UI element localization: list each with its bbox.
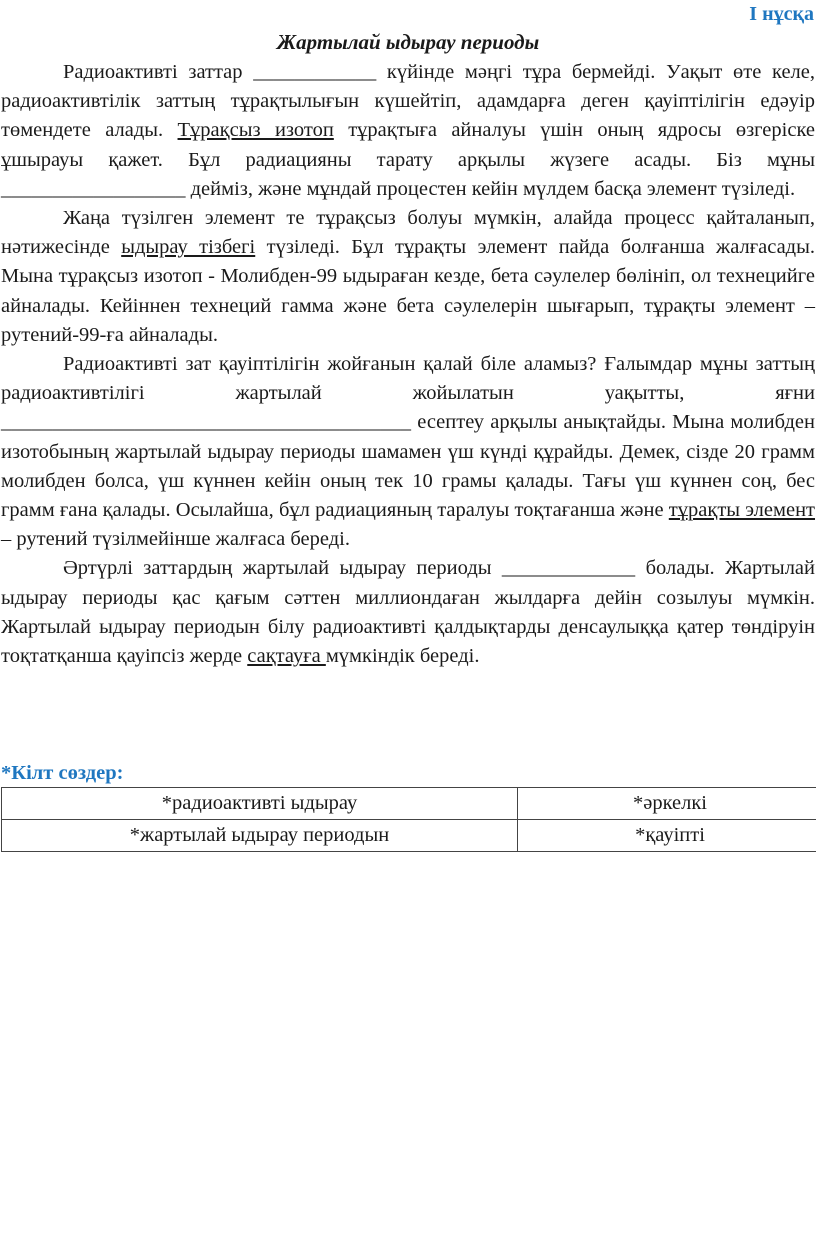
text-run: есептеу арқылы анықтайды. Мына молибден изотобының жартылай ыдырау периоды шамамен үш күнді құрайды. Демек, сізде 20 грамм молибден болса, үш күннен кейін оның тек 10 грамы қалады. Тағы үш күннен соң, бес грамм ғана қалады. Осылайша, бұл радиацияның таралуы тоқтағанша және (1, 411, 815, 522)
underlined-term: тұрақты элемент (668, 499, 816, 522)
text-run: Әртүрлі заттардың жартылай ыдырау периоды (63, 557, 502, 580)
paragraph-3 (1, 350, 815, 554)
underlined-term: Тұрақсыз изотоп (177, 119, 334, 142)
table-cell: *радиоактивті ыдырау (2, 788, 518, 820)
table-row (2, 820, 816, 852)
text-run: – рутений түзілмейінше жалғаса береді. (1, 528, 350, 551)
text-run: Жаңа түзілген элемент те тұрақсыз болуы мүмкін, алайда процесс қайталанып, нәтижесінде (1, 207, 815, 259)
text-run: дейміз, және мұндай процестен кейін мүлдем басқа элемент түзіледі. (185, 177, 796, 200)
table-cell: *қауіпті (518, 820, 816, 852)
table-cell: *жартылай ыдырау периодын (2, 820, 518, 852)
text-run: Радиоактивті заттар (63, 61, 254, 83)
fill-in-blank[interactable]: __________________ (1, 177, 186, 200)
keywords-heading: *Кілт сөздер: (1, 762, 124, 784)
text-run: мүмкіндік береді. (325, 645, 480, 668)
body-text (1, 58, 815, 671)
text-run: түзіледі. Бұл тұрақты элемент пайда болғанша жалғасады. Мына тұрақсыз изотоп - Молибден-99 ыдыраған кезде, бета сәулелер бөлініп, ол технецийге айналады. Кейіннен технеций гамма және бета сәулелерін шығарып, тұрақты элемент – рутений-99-ға айналады. (1, 236, 816, 346)
fill-in-blank[interactable]: ____________ (253, 61, 377, 83)
keywords-table (1, 787, 816, 852)
underlined-term: ыдырау тізбегі (121, 236, 256, 259)
table-cell: *әркелкі (518, 788, 816, 820)
text-run: Радиоактивті зат қауіптілігін жойғанын қалай біле аламыз? Ғалымдар мұны заттың радиоактивтілігі жартылай жойылатын уақытты, яғни (1, 353, 815, 405)
text-run: тұрақтыға айналуы үшін оның ядросы өзгеріске ұшырауы қажет. Бұл радиацияны тарату арқылы жүзеге асады. Біз мұны (1, 119, 815, 171)
paragraph-4 (1, 554, 815, 671)
underlined-term: сақтауға (247, 645, 326, 668)
fill-in-blank[interactable]: _____________ (501, 557, 636, 580)
variant-label: I нұсқа (749, 3, 814, 25)
table-row (2, 788, 816, 820)
text-run: болады. Жартылай ыдырау периоды қас қағым сәттен миллиондаған жылдарға дейін созылуы мүмкін. Жартылай ыдырау периодын білу радиоактивті қалдықтарды денсаулыққа қатер төндіруін тоқтатқанша қауіпсіз жерде (1, 557, 815, 668)
page-title: Жартылай ыдырау периоды (276, 30, 540, 54)
text-run: күйінде мәңгі тұра бермейді. Уақыт өте келе, радиоактивтілік заттың тұрақтылығын күшейтіп, адамдарға деген қауіптілігін едәуір төмендете алады. (1, 61, 816, 142)
paragraph-2 (1, 204, 815, 350)
fill-in-blank[interactable]: ________________________________________ (1, 411, 411, 434)
paragraph-1 (1, 58, 815, 204)
